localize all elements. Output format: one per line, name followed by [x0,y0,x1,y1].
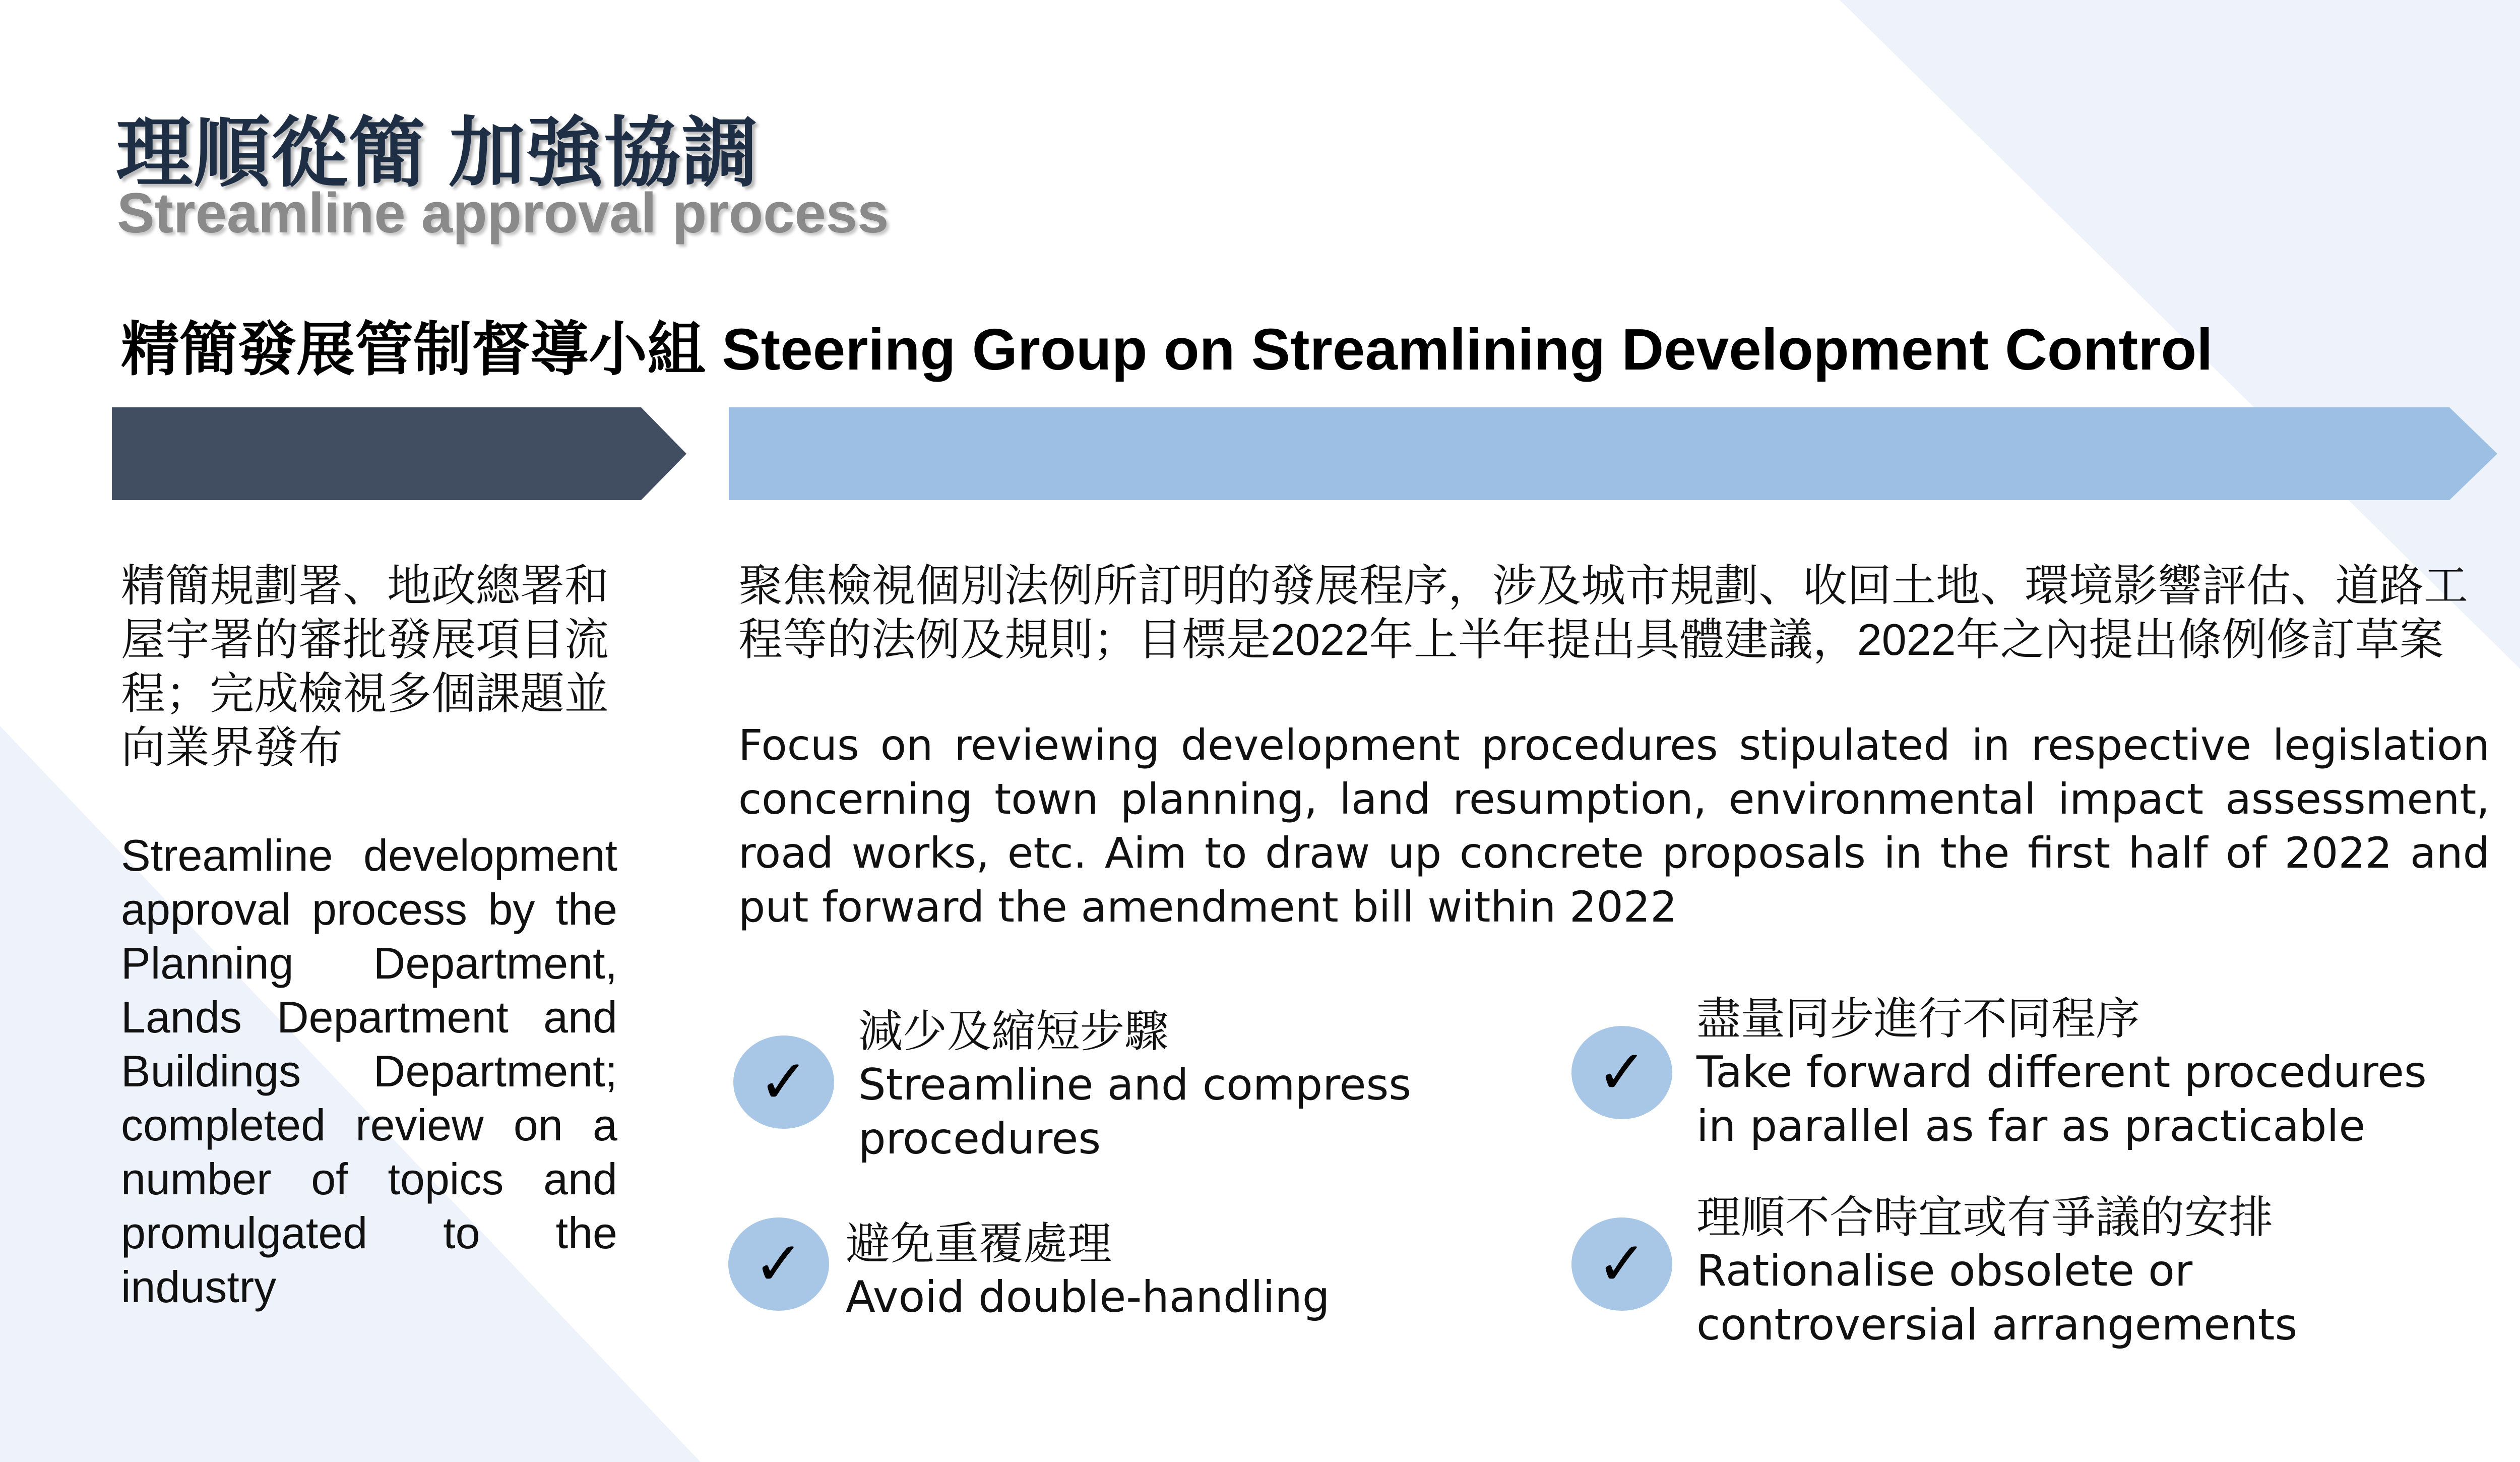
right-column-en: Focus on reviewing development procedures stipulated in respective legislation concerning town planning, land resumption, environmental impact assessment, road works, etc. Aim to draw up concrete proposals in the first half of 2022 and put forward the amendment bill within 2022 [738,720,2490,932]
measure-en-line1: Rationalise obsolete or [1696,1246,2193,1296]
measure-zh: 減少及縮短步驟 [858,1006,1169,1056]
measure-zh: 盡量同步進行不同程序 [1696,994,2140,1044]
left-column-zh: 精簡規劃署、地政總署和屋宇署的審批發展項目流程；完成檢視多個課題並向業界發布 [121,561,609,772]
right-column-zh: 聚焦檢視個別法例所訂明的發展程序，涉及城市規劃、收回土地、環境影響評估、道路工程等的法例及規則；目標是2022年上半年提出具體建議，2022年之內提出條例修訂草案 [738,561,2469,664]
left-column-en: Streamline development approval process by the Planning Department, Lands Department and Buildings Department; completed review on a number of topics and promulgated to the industry [121,830,617,1312]
measure-en-line1: Avoid double-handling [846,1272,1330,1322]
check-mark-icon: ✓ [728,1217,829,1311]
slide-title-en: Streamline approval process [117,181,889,245]
measure-en-line2: controversial arrangements [1696,1300,2298,1350]
measure-item [858,1004,1411,1166]
measure-en-line1: Streamline and compress [858,1060,1412,1110]
light-arrow-bar [729,407,2497,500]
measure-item [846,1216,1330,1324]
measure-zh: 避免重覆處理 [846,1219,1112,1268]
measure-en-line2: in parallel as far as practicable [1696,1101,2366,1151]
measure-en-line2: procedures [858,1114,1101,1164]
measure-item [1696,1190,2297,1352]
check-mark-icon: ✓ [1571,1026,1672,1119]
measure-en-line1: Take forward different procedures [1696,1047,2427,1098]
dark-arrow-bar [112,407,686,500]
check-mark-icon: ✓ [733,1035,834,1129]
check-mark-icon: ✓ [1571,1217,1672,1311]
steering-group-heading: 精簡發展管制督導小組 Steering Group on Streamlining Development Control [121,317,2213,382]
slide-title-zh: 理順從簡 加強協調 [116,110,760,196]
measure-zh: 理順不合時宜或有爭議的安排 [1696,1192,2274,1242]
measure-item [1696,992,2427,1153]
